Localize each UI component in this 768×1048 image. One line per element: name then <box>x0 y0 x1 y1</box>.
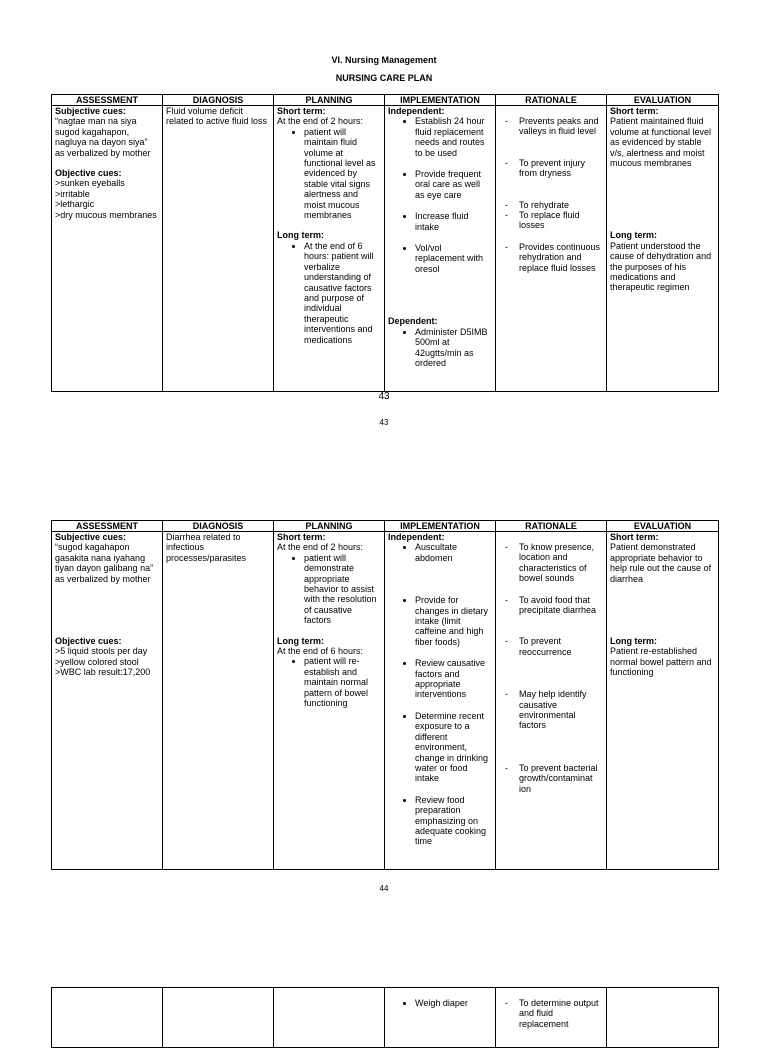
list-item: • Auscultate abdomen <box>415 542 492 563</box>
rationale-cell <box>496 988 607 1048</box>
care-plan-table-1 <box>51 94 719 392</box>
independent-label: Independent: <box>388 106 445 116</box>
section-title: VI. Nursing Management <box>331 55 437 65</box>
diagnosis-cell: Diarrhea related to infectious processes/parasites <box>163 532 274 870</box>
long-term-label: Long term: <box>277 635 324 646</box>
care-plan-table-3 <box>51 987 719 1048</box>
short-term-label: Short term: <box>277 532 326 542</box>
planning-cell <box>274 532 385 870</box>
list-item: • Increase fluid intake <box>415 211 492 232</box>
header-implementation: IMPLEMENTATION <box>385 95 496 106</box>
planning-cell <box>274 106 385 392</box>
list-item: • Provide for changes in dietary intake (limit caffeine and high fiber foods) <box>415 595 492 647</box>
page-number: 44 <box>379 884 389 893</box>
list-item: • Provide frequent oral care as well as eye care <box>415 169 492 200</box>
objective-item: >WBC lab result:17,200 <box>55 667 151 678</box>
long-term-text: Patient re-established normal bowel pattern and functioning <box>610 646 712 678</box>
list-item: • Determine recent exposure to a different environment, change in drinking water or food intake <box>415 711 492 784</box>
diagnosis-cell <box>163 988 274 1048</box>
short-term-intro: At the end of 2 hours: <box>277 542 364 553</box>
subjective-text: “nagtae man na siya sugod kagahapon, nagluya na dayon siya” as verbalized by mother <box>55 116 151 158</box>
short-term-text: Patient demonstrated appropriate behavior to help rule out the cause of diarrhea <box>610 542 712 584</box>
table-row <box>52 106 719 392</box>
header-row <box>52 95 719 106</box>
objective-label: Objective cues: <box>55 168 122 179</box>
independent-label: Independent: <box>388 532 445 542</box>
assessment-cell <box>52 106 163 392</box>
care-plan-table-2 <box>51 520 719 870</box>
implementation-cell <box>385 106 496 392</box>
header-planning: PLANNING <box>274 95 385 106</box>
page-number: 43 <box>378 391 390 402</box>
implementation-cell <box>385 988 496 1048</box>
evaluation-cell <box>607 106 719 392</box>
list-item: - To determine output and fluid replacement <box>519 998 603 1029</box>
list-item: - To avoid food that precipitate diarrhea <box>519 595 603 616</box>
evaluation-cell <box>607 532 719 870</box>
objective-item: >irritable <box>55 188 90 199</box>
list-item: - To replace fluid losses <box>519 210 603 231</box>
header-planning: PLANNING <box>274 521 385 532</box>
objective-item: >yellow colored stool <box>55 656 139 667</box>
header-diagnosis: DIAGNOSIS <box>163 521 274 532</box>
objective-item: >sunken eyeballs <box>55 178 125 189</box>
assessment-cell <box>52 988 163 1048</box>
table-row <box>52 988 719 1048</box>
header-rationale: RATIONALE <box>496 95 607 106</box>
list-item: - May help identify causative environmental factors <box>519 689 603 731</box>
short-term-intro: At the end of 2 hours: <box>277 116 364 127</box>
header-rationale: RATIONALE <box>496 521 607 532</box>
rationale-cell <box>496 106 607 392</box>
page-number: 43 <box>379 418 389 427</box>
long-term-label: Long term: <box>610 636 657 647</box>
objective-label: Objective cues: <box>55 636 122 647</box>
list-item: - To prevent injury from dryness <box>519 158 603 179</box>
subjective-label: Subjective cues: <box>55 106 127 116</box>
short-term-label: Short term: <box>277 106 326 116</box>
list-item: - To prevent bacterial growth/contaminat ion <box>519 763 603 794</box>
short-term-label: Short term: <box>610 106 659 116</box>
short-term-label: Short term: <box>610 532 659 542</box>
evaluation-cell <box>607 988 719 1048</box>
objective-item: >lethargic <box>55 199 95 210</box>
long-term-label: Long term: <box>277 230 324 241</box>
list-item: - Prevents peaks and valleys in fluid level <box>519 116 603 137</box>
list-item: - Provides continuous rehydration and replace fluid losses <box>519 242 603 273</box>
list-item: - To know presence, location and characteristics of bowel sounds <box>519 542 603 584</box>
list-item: • At the end of 6 hours: patient will verbalize understanding of causative factors and purpose of individual therapeutic interventions and medications <box>304 241 381 345</box>
subjective-text: “sugod kagahapon gasakita nana iyahang tiyan dayon galibang na” as verbalized by mother <box>55 542 154 584</box>
list-item: • Administer D5IMB 500ml at 42ugtts/min as ordered <box>415 327 492 369</box>
dependent-label: Dependent: <box>388 316 438 327</box>
header-implementation: IMPLEMENTATION <box>385 521 496 532</box>
subjective-label: Subjective cues: <box>55 532 127 542</box>
assessment-cell <box>52 532 163 870</box>
plan-title: NURSING CARE PLAN <box>335 73 433 83</box>
list-item: • Review causative factors and appropriate interventions <box>415 658 492 700</box>
list-item: • Weigh diaper <box>415 998 492 1008</box>
list-item: • Vol/vol replacement with oresol <box>415 243 492 274</box>
header-evaluation: EVALUATION <box>607 521 719 532</box>
list-item: • patient will maintain fluid volume at functional level as evidenced by stable vital signs alertness and moist mucous membranes <box>304 127 381 221</box>
objective-item: >dry mucous membranes <box>55 209 157 220</box>
header-row <box>52 521 719 532</box>
table-row <box>52 532 719 870</box>
planning-cell <box>274 988 385 1048</box>
header-evaluation: EVALUATION <box>607 95 719 106</box>
header-diagnosis: DIAGNOSIS <box>163 95 274 106</box>
header-assessment: ASSESSMENT <box>52 521 163 532</box>
long-term-text: Patient understood the cause of dehydration and the purposes of his medications and therapeutic regimen <box>610 240 712 293</box>
list-item: - To rehydrate <box>519 200 603 210</box>
list-item: • Review food preparation emphasizing on adequate cooking time <box>415 795 492 847</box>
list-item: • patient will re-establish and maintain normal pattern of bowel functioning <box>304 656 381 708</box>
header-assessment: ASSESSMENT <box>52 95 163 106</box>
list-item: - To prevent reoccurrence <box>519 636 603 657</box>
list-item: • patient will demonstrate appropriate behavior to assist with the resolution of causative factors <box>304 553 381 626</box>
implementation-cell <box>385 532 496 870</box>
list-item: • Establish 24 hour fluid replacement needs and routes to be used <box>415 116 492 158</box>
diagnosis-cell: Fluid volume deficit related to active fluid loss <box>163 106 274 392</box>
long-term-intro: At the end of 6 hours: <box>277 646 364 657</box>
rationale-cell <box>496 532 607 870</box>
long-term-label: Long term: <box>610 230 657 241</box>
objective-item: >5 liquid stools per day <box>55 646 148 657</box>
short-term-text: Patient maintained fluid volume at functional level as evidenced by stable v/s, alertness and moist mucous membranes <box>610 116 712 169</box>
